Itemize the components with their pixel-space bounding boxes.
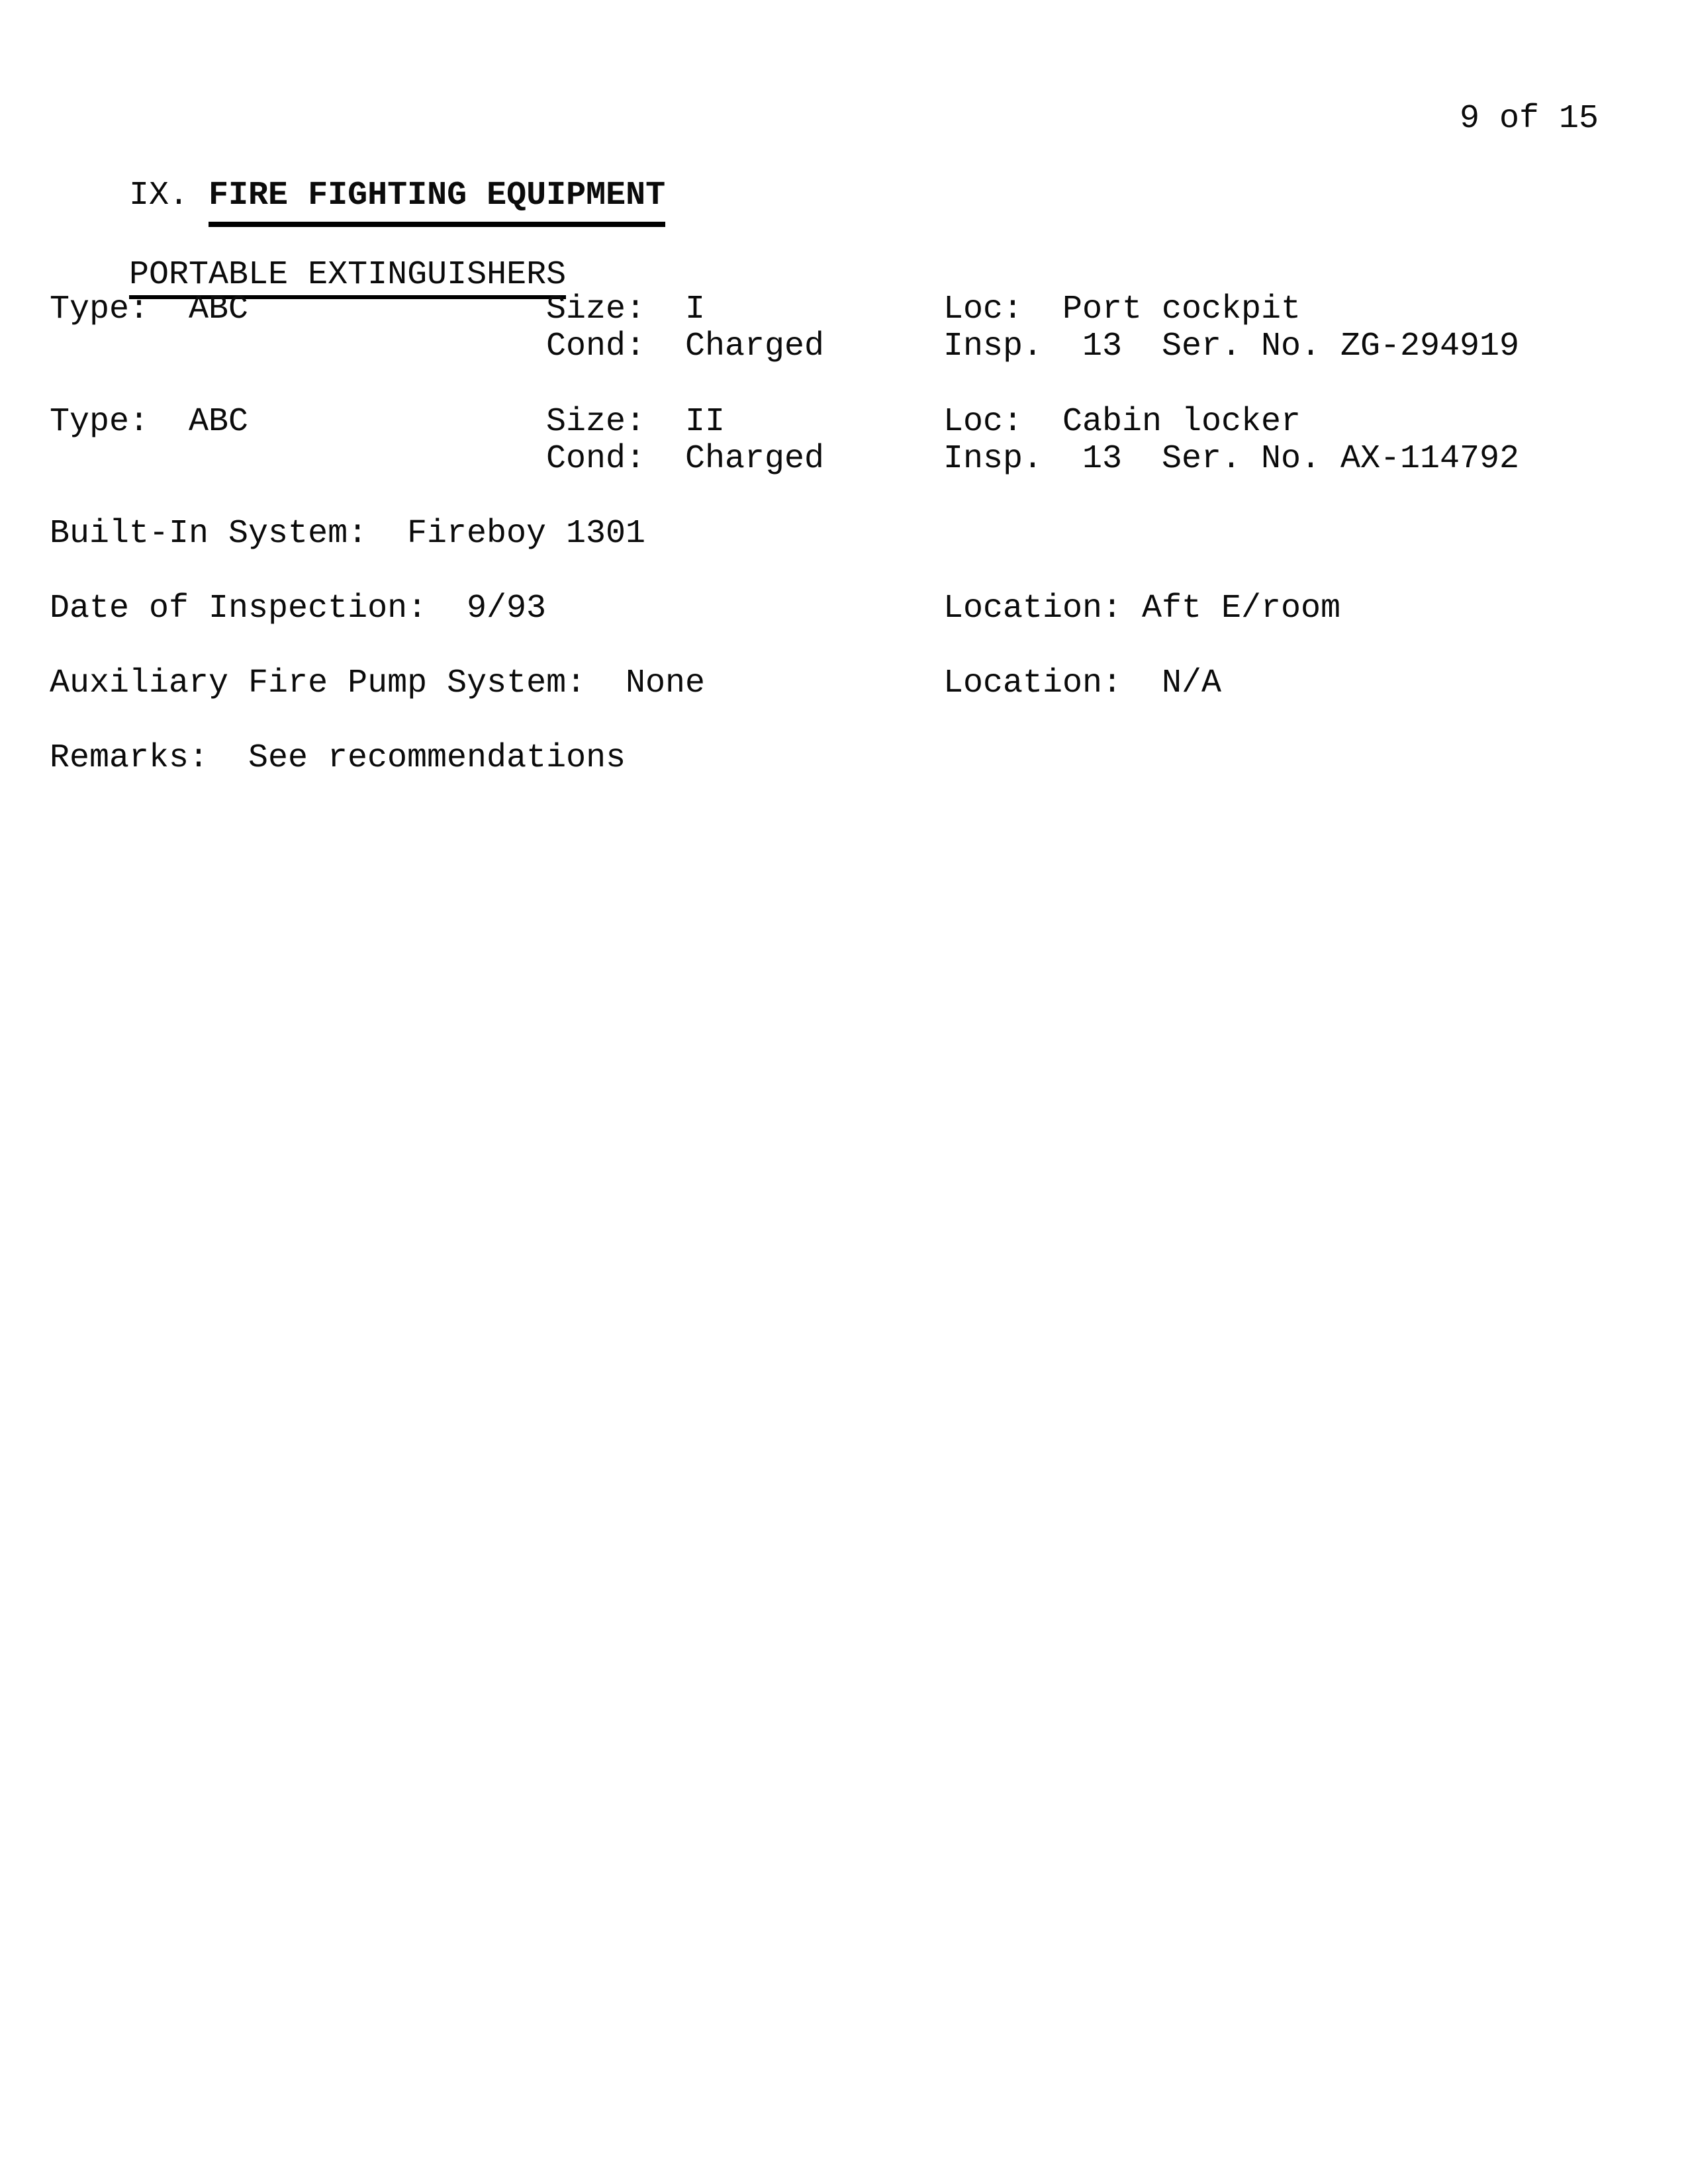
serial-label: Ser. No. xyxy=(1162,328,1321,365)
insp-value: 13 xyxy=(1082,328,1123,365)
section-heading: FIRE FIGHTING EQUIPMENT xyxy=(209,179,665,227)
aux-pump-label: Auxiliary Fire Pump System: xyxy=(50,664,586,702)
loc-label: Loc: xyxy=(943,291,1023,328)
size-label: Size: xyxy=(546,403,646,441)
serial-label: Ser. No. xyxy=(1162,440,1321,478)
page-number: 9 of 15 xyxy=(1460,100,1599,138)
system-location-value: Aft E/room xyxy=(1142,590,1341,627)
inspection-date-label: Date of Inspection: xyxy=(50,590,428,627)
insp-value: 13 xyxy=(1082,440,1123,478)
remarks-line xyxy=(0,739,1688,782)
subsection-heading: PORTABLE EXTINGUISHERS xyxy=(129,259,566,299)
aux-pump-line xyxy=(0,664,1688,707)
inspection-date-value: 9/93 xyxy=(467,590,547,627)
loc-label: Loc: xyxy=(943,403,1023,441)
system-location-label: Location: xyxy=(943,590,1123,627)
type-value: ABC xyxy=(189,403,249,441)
loc-value: Port cockpit xyxy=(1062,291,1301,328)
built-in-system-label: Built-In System: xyxy=(50,515,368,553)
insp-label: Insp. xyxy=(943,440,1043,478)
cond-label: Cond: xyxy=(546,440,646,478)
serial-value: ZG-294919 xyxy=(1340,328,1520,365)
built-in-system-line xyxy=(0,515,1688,557)
remarks-value: See recommendations xyxy=(248,739,626,777)
inspection-date-line xyxy=(0,592,1688,632)
type-label: Type: xyxy=(50,403,150,441)
built-in-system-value: Fireboy 1301 xyxy=(407,515,646,553)
aux-location-value: N/A xyxy=(1162,664,1222,702)
type-label: Type: xyxy=(50,291,150,328)
type-value: ABC xyxy=(189,291,249,328)
cond-value: Charged xyxy=(685,440,825,478)
size-label: Size: xyxy=(546,291,646,328)
aux-pump-value: None xyxy=(626,664,706,702)
section-numeral: IX. xyxy=(129,177,189,214)
extinguisher-record xyxy=(0,403,1688,485)
extinguisher-record xyxy=(0,293,1688,373)
cond-label: Cond: xyxy=(546,328,646,365)
remarks-label: Remarks: xyxy=(50,739,209,777)
size-value: II xyxy=(685,403,726,441)
insp-label: Insp. xyxy=(943,328,1043,365)
size-value: I xyxy=(685,291,706,328)
cond-value: Charged xyxy=(685,328,825,365)
loc-value: Cabin locker xyxy=(1062,403,1301,441)
serial-value: AX-114792 xyxy=(1340,440,1520,478)
aux-location-label: Location: xyxy=(943,664,1123,702)
